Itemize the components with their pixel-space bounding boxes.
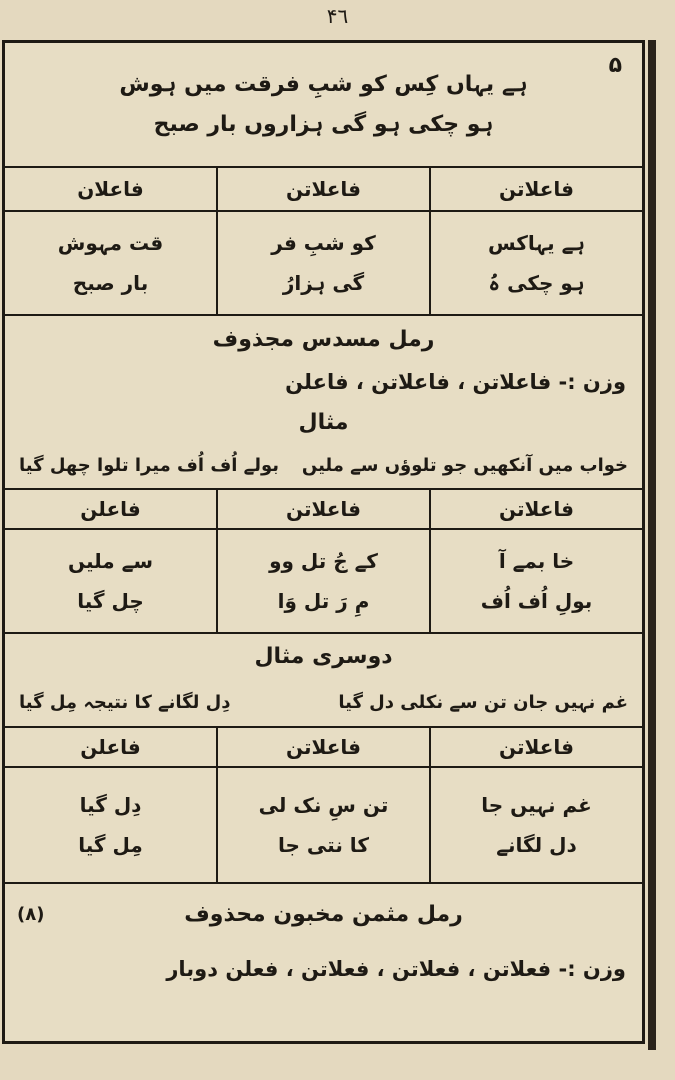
table-cell-line: قت مہوش	[57, 231, 164, 255]
meter-8-title: رمل مثمن مخبون محذوف	[184, 901, 463, 927]
table-header-cell: فاعلاتن	[216, 490, 429, 528]
misra-first-half: خواب میں آنکھیں جو تلوؤں سے ملیں	[301, 454, 628, 476]
table-cell-line: کا نتی جا	[278, 833, 369, 857]
table-cell-line: مِ رَ تل وَا	[277, 589, 370, 613]
misal-title: مثال	[298, 409, 349, 435]
example-misra-2	[5, 678, 642, 728]
table-3-body	[5, 768, 642, 884]
verse-line-2: ہو چکی ہو گی ہزاروں بار صبح	[153, 111, 494, 137]
section-number: (۸)	[17, 903, 45, 925]
table-header-cell: فاعلاتن	[216, 728, 429, 766]
table-header-cell: فاعلن	[80, 735, 141, 759]
misra-second-half: بولے اُف اُف میرا تلوا چھل گیا	[19, 454, 280, 476]
verse-number: ۵	[608, 53, 622, 78]
table-cell	[216, 530, 429, 632]
table-cell-line: بار صبح	[72, 271, 149, 295]
wazn-8-line: وزن :- فعلاتن ، فعلاتن ، فعلاتن ، فعلن دوبار	[166, 957, 626, 981]
second-misal-title: دوسری مثال	[254, 643, 393, 669]
table-header-cell: فاعلاتن	[429, 728, 642, 766]
table-cell-line: ہے یہاکس	[487, 231, 586, 255]
table-cell-line: خا بمے آ	[498, 549, 575, 573]
table-cell	[216, 768, 429, 882]
table-header-cell: فاعلان	[77, 177, 144, 201]
wazn-line: وزن :- فاعلاتن ، فاعلاتن ، فاعلن	[285, 370, 626, 394]
table-cell-line: کے جُ تل وو	[269, 549, 378, 573]
misra-first-half: غم نہیں جان تن سے نکلی دل گیا	[338, 691, 628, 713]
table-cell	[5, 212, 216, 314]
page-frame	[2, 40, 645, 1044]
table-cell	[429, 768, 642, 882]
verse-line-1: ہے یہاں کِس کو شبِ فرقت میں ہوش	[119, 71, 528, 97]
table-cell-line: غم نہیں جا	[481, 793, 592, 817]
table-1-header	[5, 168, 642, 212]
table-cell-line: تن سِ نک لی	[258, 793, 389, 817]
table-cell	[429, 530, 642, 632]
section-8-heading	[5, 884, 642, 944]
table-cell-line: دل لگانے	[496, 833, 577, 857]
table-2-header	[5, 490, 642, 530]
table-header-cell: فاعلاتن	[216, 168, 429, 210]
table-header-cell: فاعلاتن	[429, 490, 642, 528]
table-cell-line: سے ملیں	[67, 549, 154, 573]
page-edge-shadow	[648, 40, 656, 1050]
table-cell-line: بولِ اُف اُف	[480, 589, 593, 613]
table-1-body	[5, 212, 642, 316]
table-cell-line: ہو چکی ہُ	[488, 271, 585, 295]
table-cell-line: مِل گیا	[78, 833, 143, 857]
table-cell	[5, 768, 216, 882]
example-misra-1	[5, 442, 642, 490]
table-header-cell: فاعلاتن	[429, 168, 642, 210]
table-header-cell: فاعلن	[80, 497, 141, 521]
table-cell	[216, 212, 429, 314]
table-cell-line: گی ہزارُ	[282, 271, 365, 295]
verse-1	[5, 43, 642, 168]
misra-second-half: دِل لگانے کا نتیجہ مِل گیا	[19, 691, 231, 713]
table-cell-line: کو شبِ فر	[271, 231, 376, 255]
table-3-header	[5, 728, 642, 768]
meter-title: رمل مسدس مجذوف	[212, 326, 435, 352]
table-cell	[429, 212, 642, 314]
table-cell	[5, 530, 216, 632]
page-number: ۴٦	[326, 4, 349, 28]
table-cell-line: دِل گیا	[79, 793, 142, 817]
table-cell-line: چل گیا	[77, 589, 144, 613]
table-2-body	[5, 530, 642, 634]
